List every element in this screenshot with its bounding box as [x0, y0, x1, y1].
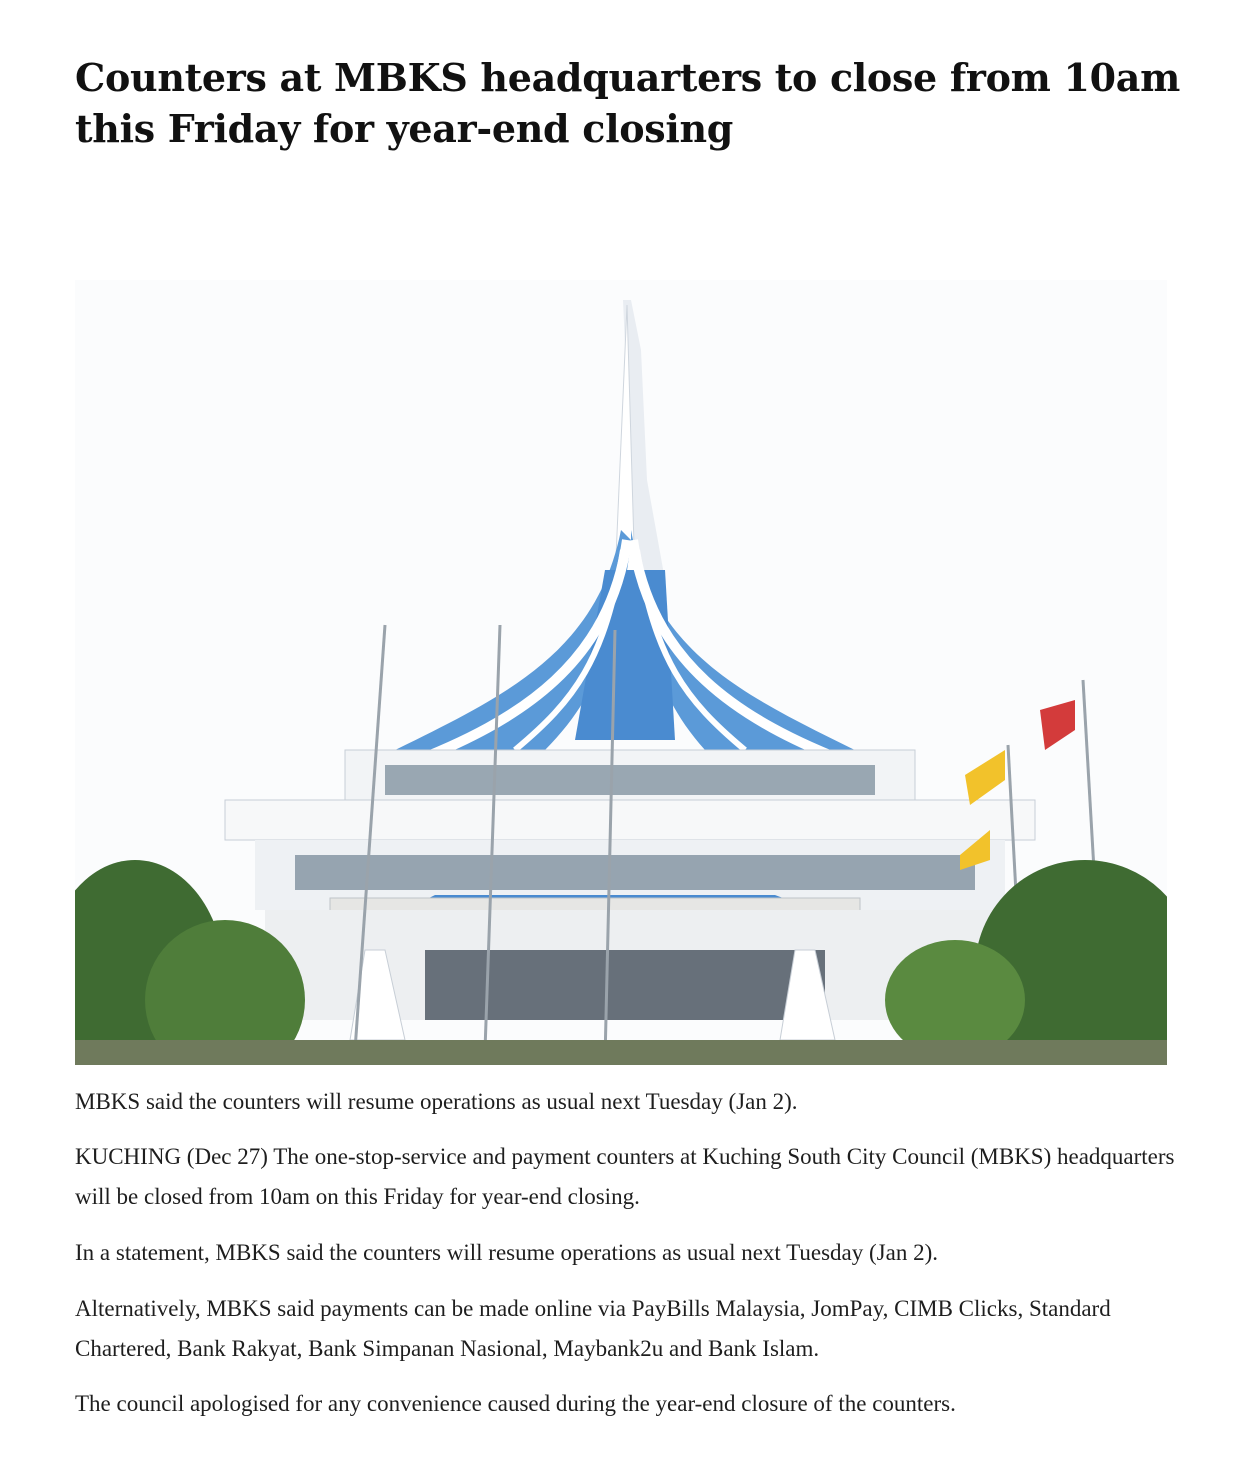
- building-illustration: [75, 280, 1167, 1065]
- article-paragraph: The council apologised for any convenience caused during the year-end closure of the counters.: [75, 1391, 956, 1416]
- image-caption: MBKS said the counters will resume operations as usual next Tuesday (Jan 2).: [75, 1089, 798, 1114]
- article-paragraph: In a statement, MBKS said the counters will resume operations as usual next Tuesday (Jan 2).: [75, 1240, 938, 1265]
- article-paragraph: Alternatively, MBKS said payments can be made online via PayBills Malaysia, JomPay, CIMB Clicks, Standard Chartered, Bank Rakyat, Bank Simpanan Nasional, Maybank2u and Bank Islam.: [75, 1296, 1111, 1361]
- article-photo: [75, 280, 1167, 1065]
- article-headline: Counters at MBKS headquarters to close from 10am this Friday for year-end closing: [75, 55, 1181, 151]
- article-paragraph: KUCHING (Dec 27) The one-stop-service and payment counters at Kuching South City Council (MBKS) headquarters will be closed from 10am on this Friday for year-end closing.: [75, 1144, 1175, 1209]
